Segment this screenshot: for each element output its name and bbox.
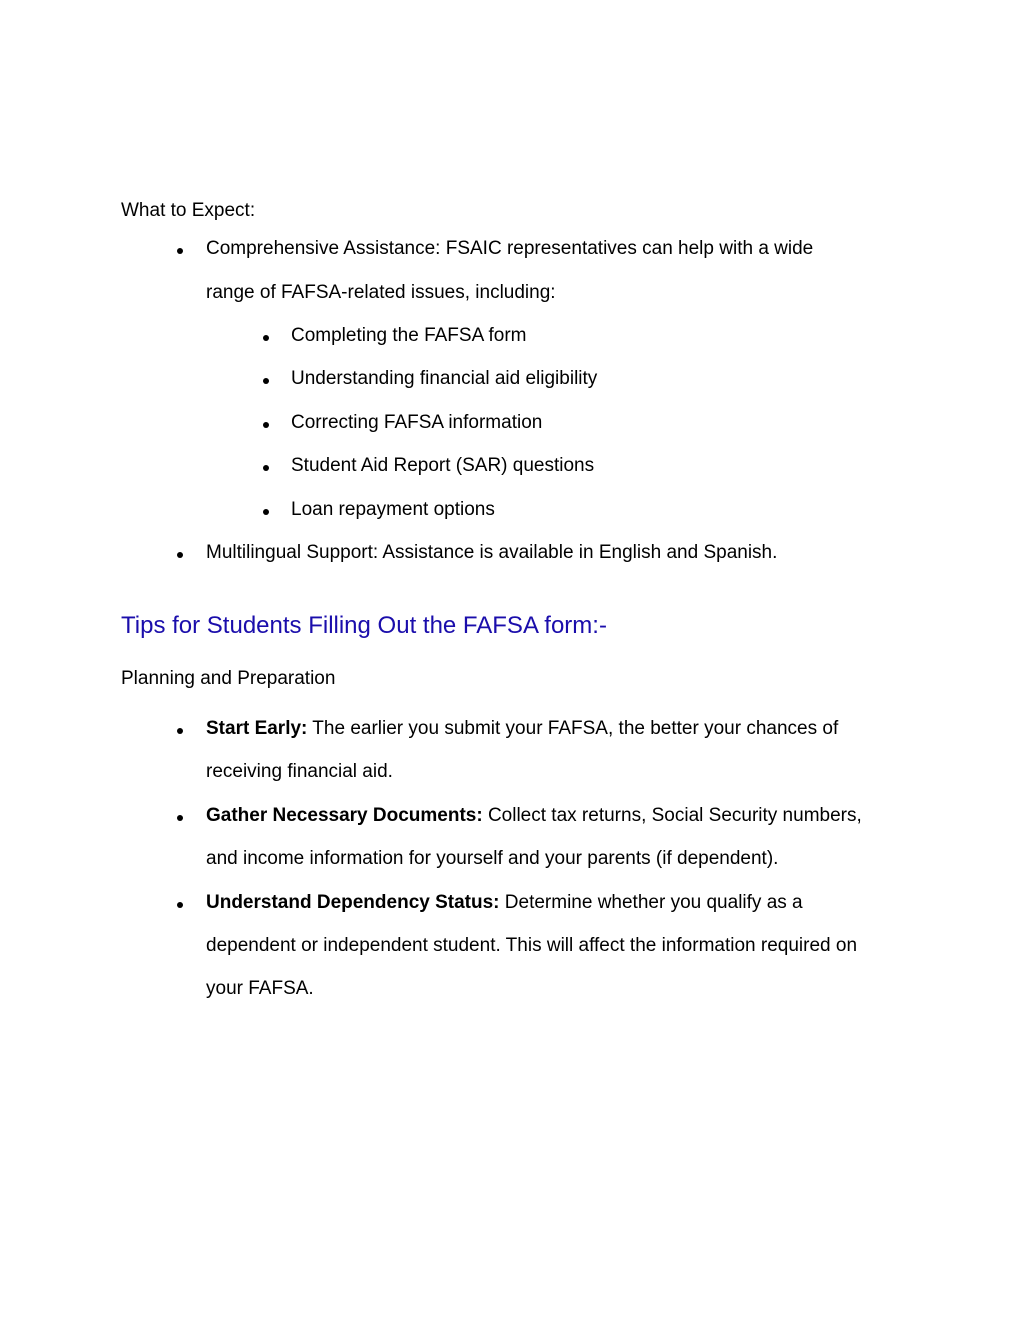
tip-dependency-line2: dependent or independent student. This will affect the information required on: [206, 935, 858, 956]
tip-dependency-line3: your FAFSA.: [206, 978, 314, 999]
tip-dependency-line1: [206, 891, 803, 915]
bullet-icon: [177, 248, 183, 254]
bullet-icon: [177, 552, 183, 558]
tip-label: Understand Dependency Status:: [206, 892, 500, 913]
section-heading-tips: Tips for Students Filling Out the FAFSA form:-: [121, 612, 607, 639]
list-item-multilingual: Multilingual Support: Assistance is available in English and Spanish.: [206, 542, 778, 563]
bullet-icon: [263, 378, 269, 384]
tip-start-early-line1: [206, 717, 838, 741]
sub-list-item: Correcting FAFSA information: [291, 412, 543, 433]
bullet-icon: [177, 728, 183, 734]
sub-list-item: Understanding financial aid eligibility: [291, 368, 598, 389]
bullet-icon: [263, 422, 269, 428]
list-item-comprehensive-line1: Comprehensive Assistance: FSAIC representatives can help with a wide: [206, 238, 814, 259]
bullet-icon: [177, 815, 183, 821]
sub-list-item: Loan repayment options: [291, 499, 495, 520]
tip-label: Gather Necessary Documents:: [206, 805, 483, 826]
tip-text: Determine whether you qualify as a: [499, 892, 803, 913]
tip-documents-line2: and income information for yourself and your parents (if dependent).: [206, 848, 779, 869]
tip-text: Collect tax returns, Social Security numbers,: [482, 805, 862, 826]
tip-text: The earlier you submit your FAFSA, the better your chances of: [307, 718, 839, 739]
bullet-icon: [263, 335, 269, 341]
bullet-icon: [177, 902, 183, 908]
list-item-comprehensive-line2: range of FAFSA-related issues, including:: [206, 282, 556, 303]
tip-start-early-line2: receiving financial aid.: [206, 761, 393, 782]
sub-list-item: Student Aid Report (SAR) questions: [291, 455, 595, 476]
tip-documents-line1: [206, 804, 862, 828]
section-title-what-to-expect: What to Expect:: [121, 200, 256, 221]
tip-label: Start Early:: [206, 718, 308, 739]
bullet-icon: [263, 465, 269, 471]
subheading-planning: Planning and Preparation: [121, 668, 336, 689]
sub-list-item: Completing the FAFSA form: [291, 325, 527, 346]
bullet-icon: [263, 509, 269, 515]
